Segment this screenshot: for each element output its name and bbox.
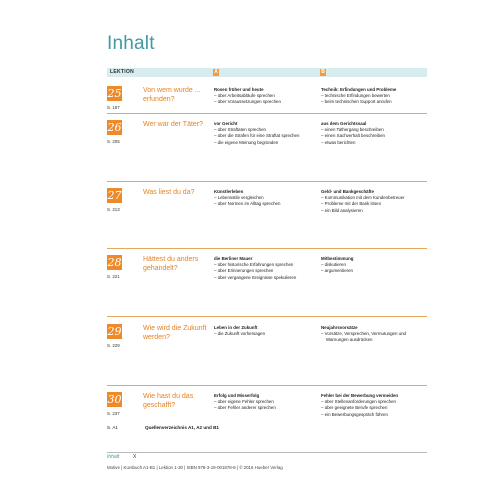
lesson-title: Hättest du anders gehandelt? bbox=[143, 256, 199, 272]
lesson-divider bbox=[107, 248, 427, 249]
lesson-column-a bbox=[214, 393, 318, 412]
lesson-page-ref: S. 197 bbox=[107, 105, 120, 110]
lesson-column-b bbox=[321, 87, 425, 106]
topic-item: – über Stellenanforderungen sprechen bbox=[321, 399, 425, 405]
lesson-column-b bbox=[321, 189, 425, 214]
lesson-title: Von wem wurde ... erfunden? bbox=[143, 87, 201, 103]
topic-heading: Erfolg und Misserfolg bbox=[214, 393, 260, 398]
topic-item: – Kommunikation mit dem Kundenbetreuer bbox=[321, 195, 425, 201]
topic-item: – ein Bild analysieren bbox=[321, 208, 425, 214]
footer-section: Inhalt bbox=[107, 454, 120, 460]
topic-item: – über eigene Fehler sprechen bbox=[214, 399, 318, 405]
lesson-column-a bbox=[214, 325, 318, 337]
lesson-column-a bbox=[214, 189, 318, 208]
column-b-badge: B bbox=[321, 69, 325, 75]
topic-item: – die Zukunft vorhersagen bbox=[214, 331, 318, 337]
lesson-divider bbox=[107, 113, 427, 114]
lesson-number-badge: 28 bbox=[107, 256, 122, 269]
lesson-number-badge: 25 bbox=[107, 87, 122, 100]
topic-item: – Probleme mit der Bank lösen bbox=[321, 201, 425, 207]
lesson-page-ref: S. 221 bbox=[107, 274, 120, 279]
topic-item: – argumentieren bbox=[321, 268, 425, 274]
lesson-column-b bbox=[321, 393, 425, 418]
footer-divider bbox=[107, 452, 427, 453]
topic-item: – diskutieren bbox=[321, 262, 425, 268]
topic-item: – etwas berichten bbox=[321, 140, 425, 146]
lesson-divider bbox=[107, 181, 427, 182]
appendix-page-ref: S. A1 bbox=[107, 425, 118, 430]
topic-item: – ein Bewerbungsgespräch führen bbox=[321, 412, 425, 418]
topic-heading: vor Gericht bbox=[214, 121, 238, 126]
topic-heading: Technik: Erfindungen und Probleme bbox=[321, 87, 397, 92]
topic-heading: aus dem Gerichtssaal bbox=[321, 121, 367, 126]
topic-item: – Vorsätze, Versprechen, Vermutungen und Warnungen ausdrücken bbox=[321, 331, 425, 343]
lesson-divider bbox=[107, 385, 427, 386]
topic-heading: Künstlerleben bbox=[214, 189, 244, 194]
column-a-badge: A bbox=[214, 69, 218, 75]
topic-heading: die Berliner Mauer bbox=[214, 256, 253, 261]
lesson-title: Wie wird die Zukunft werden? bbox=[143, 325, 207, 341]
topic-item: – über Normen im Alltag sprechen bbox=[214, 201, 318, 207]
topic-item: – über vergangene Ereignisse spekulieren bbox=[214, 275, 318, 281]
topic-item: – über historische Erfahrungen sprechen bbox=[214, 262, 318, 268]
topic-heading: Mitbestimmung bbox=[321, 256, 354, 261]
topic-item: – über Arbeitsabläufe sprechen bbox=[214, 93, 318, 99]
lesson-title: Wer war der Täter? bbox=[143, 121, 204, 128]
lesson-column-a bbox=[214, 87, 318, 106]
lesson-column-a bbox=[214, 256, 318, 281]
topic-item: – über die Strafen für eine Straftat sprechen bbox=[214, 133, 318, 139]
topic-item: – einen Sachverhalt beschreiben bbox=[321, 133, 425, 139]
topic-item: – über Fehler anderer sprechen bbox=[214, 405, 318, 411]
topic-heading: Neujahrsvorsätze bbox=[321, 325, 358, 330]
lesson-page-ref: S. 205 bbox=[107, 139, 120, 144]
topic-heading: Rosen früher und heute bbox=[214, 87, 264, 92]
topic-heading: Fehler bei der Bewerbung vermeiden bbox=[321, 393, 399, 398]
lesson-column-a bbox=[214, 121, 318, 146]
lesson-column-b bbox=[321, 325, 425, 344]
topic-item: – über Erinnerungen sprechen bbox=[214, 268, 318, 274]
column-header-bar bbox=[107, 68, 427, 77]
lesson-column-b bbox=[321, 121, 425, 146]
page-title: Inhalt bbox=[107, 33, 155, 54]
lesson-title: Was liest du da? bbox=[143, 189, 195, 196]
topic-item: – über Straftaten sprechen bbox=[214, 127, 318, 133]
topic-item: – über geeignete Berufe sprechen bbox=[321, 405, 425, 411]
topic-item: – beim technischen Support anrufen bbox=[321, 99, 425, 105]
lesson-page-ref: S. 237 bbox=[107, 411, 120, 416]
topic-heading: Leben in der Zukunft bbox=[214, 325, 258, 330]
appendix-title: Quellenverzeichnis A1, A2 und B1 bbox=[145, 425, 219, 430]
lesson-number-badge: 26 bbox=[107, 121, 122, 134]
topic-item: – technische Erfindungen bewerten bbox=[321, 93, 425, 99]
topic-item: – Lebensstile vergleichen bbox=[214, 195, 318, 201]
lesson-divider bbox=[107, 316, 427, 317]
footer-publication-info: Motive | Kursbuch A1-B1 | Lektion 1-30 | ISBN 978-3-19-001878-9 | © 2016 Hueber Verlag bbox=[107, 465, 283, 470]
lektion-header: LEKTION bbox=[110, 69, 135, 75]
lesson-number-badge: 27 bbox=[107, 189, 122, 202]
topic-item: – über Voraussetzungen sprechen bbox=[214, 99, 318, 105]
topic-item: – einen Tathergang beschreiben bbox=[321, 127, 425, 133]
footer-page-mark: X bbox=[133, 454, 137, 460]
lesson-title: Wie hast du das geschafft? bbox=[143, 393, 194, 409]
lesson-number-badge: 29 bbox=[107, 325, 122, 338]
lesson-page-ref: S. 213 bbox=[107, 207, 120, 212]
topic-heading: Geld- und Bankgeschäfte bbox=[321, 189, 374, 194]
lesson-column-b bbox=[321, 256, 425, 275]
lesson-page-ref: S. 229 bbox=[107, 343, 120, 348]
lesson-number-badge: 30 bbox=[107, 393, 122, 406]
topic-item: – die eigene Meinung begründen bbox=[214, 140, 318, 146]
